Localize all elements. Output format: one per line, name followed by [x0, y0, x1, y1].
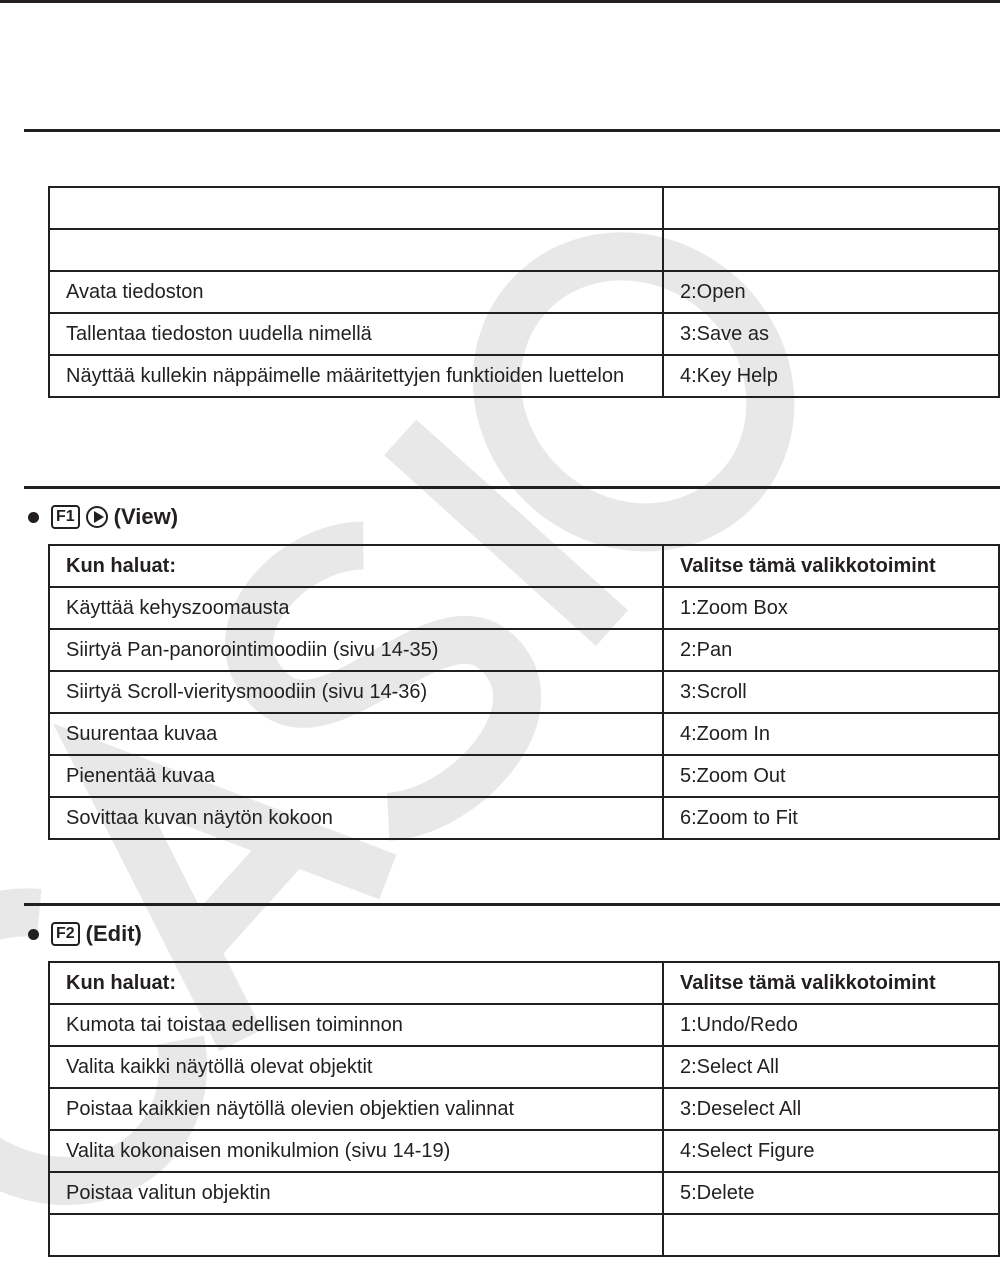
- description-cell: Käyttää kehyszoomausta: [49, 587, 663, 629]
- table-row: [49, 1088, 999, 1130]
- table-row: [49, 313, 999, 355]
- table-row: [49, 187, 999, 229]
- menu-item-cell: 5:Delete: [663, 1172, 999, 1214]
- bullet-icon: [28, 929, 39, 940]
- menu-item-cell: 1:Zoom Box: [663, 587, 999, 629]
- menu-item-cell: Valitse tämä valikkotoimint: [663, 545, 999, 587]
- table-header-row: [49, 545, 999, 587]
- table-row: [49, 1046, 999, 1088]
- section-rule: [24, 129, 1000, 132]
- description-cell: Siirtyä Pan-panorointimoodiin (sivu 14-35): [49, 629, 663, 671]
- menu-item-cell: Valitse tämä valikkotoimint: [663, 962, 999, 1004]
- table-row: [49, 229, 999, 271]
- description-cell: [49, 229, 663, 271]
- menu-item-cell: 2:Pan: [663, 629, 999, 671]
- file-menu-table: [48, 186, 1000, 398]
- table-row: [49, 797, 999, 839]
- top-rule: [0, 0, 1000, 3]
- circled-right-arrow-icon: [86, 506, 108, 528]
- description-cell: Valita kaikki näytöllä olevat objektit: [49, 1046, 663, 1088]
- section-rule: [24, 903, 1000, 906]
- table-row: [49, 755, 999, 797]
- description-cell: Kun haluat:: [49, 962, 663, 1004]
- table-row: [49, 271, 999, 313]
- menu-item-cell: 1:Undo/Redo: [663, 1004, 999, 1046]
- table-row: [49, 355, 999, 397]
- table-row: [49, 671, 999, 713]
- table-row: [49, 629, 999, 671]
- description-cell: [49, 1214, 663, 1256]
- menu-item-cell: 2:Select All: [663, 1046, 999, 1088]
- section-rule: [24, 486, 1000, 489]
- view-label: (View): [113, 504, 179, 529]
- view-heading: [28, 504, 178, 530]
- table-row: [49, 587, 999, 629]
- menu-item-cell: 6:Zoom to Fit: [663, 797, 999, 839]
- table-row: [49, 1004, 999, 1046]
- menu-item-cell: 3:Deselect All: [663, 1088, 999, 1130]
- description-cell: Poistaa valitun objektin: [49, 1172, 663, 1214]
- description-cell: Poistaa kaikkien näytöllä olevien objektien valinnat: [49, 1088, 663, 1130]
- description-cell: Suurentaa kuvaa: [49, 713, 663, 755]
- menu-item-cell: [663, 1214, 999, 1256]
- description-cell: Kumota tai toistaa edellisen toiminnon: [49, 1004, 663, 1046]
- bullet-icon: [28, 512, 39, 523]
- menu-item-cell: 4:Zoom In: [663, 713, 999, 755]
- edit-label: (Edit): [85, 921, 142, 946]
- edit-heading: [28, 921, 142, 947]
- table-header-row: [49, 962, 999, 1004]
- menu-item-cell: 4:Select Figure: [663, 1130, 999, 1172]
- menu-item-cell: 4:Key Help: [663, 355, 999, 397]
- menu-item-cell: [663, 187, 999, 229]
- table-row: [49, 1130, 999, 1172]
- description-cell: Sovittaa kuvan näytön kokoon: [49, 797, 663, 839]
- menu-item-cell: [663, 229, 999, 271]
- description-cell: [49, 187, 663, 229]
- f2-key-icon: F2: [51, 922, 80, 946]
- f1-key-icon: F1: [51, 505, 80, 529]
- description-cell: Tallentaa tiedoston uudella nimellä: [49, 313, 663, 355]
- menu-item-cell: 5:Zoom Out: [663, 755, 999, 797]
- view-menu-table: [48, 544, 1000, 840]
- description-cell: Näyttää kullekin näppäimelle määritettyjen funktioiden luettelon: [49, 355, 663, 397]
- table-row: [49, 1214, 999, 1256]
- menu-item-cell: 3:Save as: [663, 313, 999, 355]
- menu-item-cell: 3:Scroll: [663, 671, 999, 713]
- table-row: [49, 1172, 999, 1214]
- description-cell: Valita kokonaisen monikulmion (sivu 14-19): [49, 1130, 663, 1172]
- menu-item-cell: 2:Open: [663, 271, 999, 313]
- edit-menu-table: [48, 961, 1000, 1257]
- description-cell: Siirtyä Scroll-vieritysmoodiin (sivu 14-36): [49, 671, 663, 713]
- description-cell: Avata tiedoston: [49, 271, 663, 313]
- table-row: [49, 713, 999, 755]
- description-cell: Kun haluat:: [49, 545, 663, 587]
- description-cell: Pienentää kuvaa: [49, 755, 663, 797]
